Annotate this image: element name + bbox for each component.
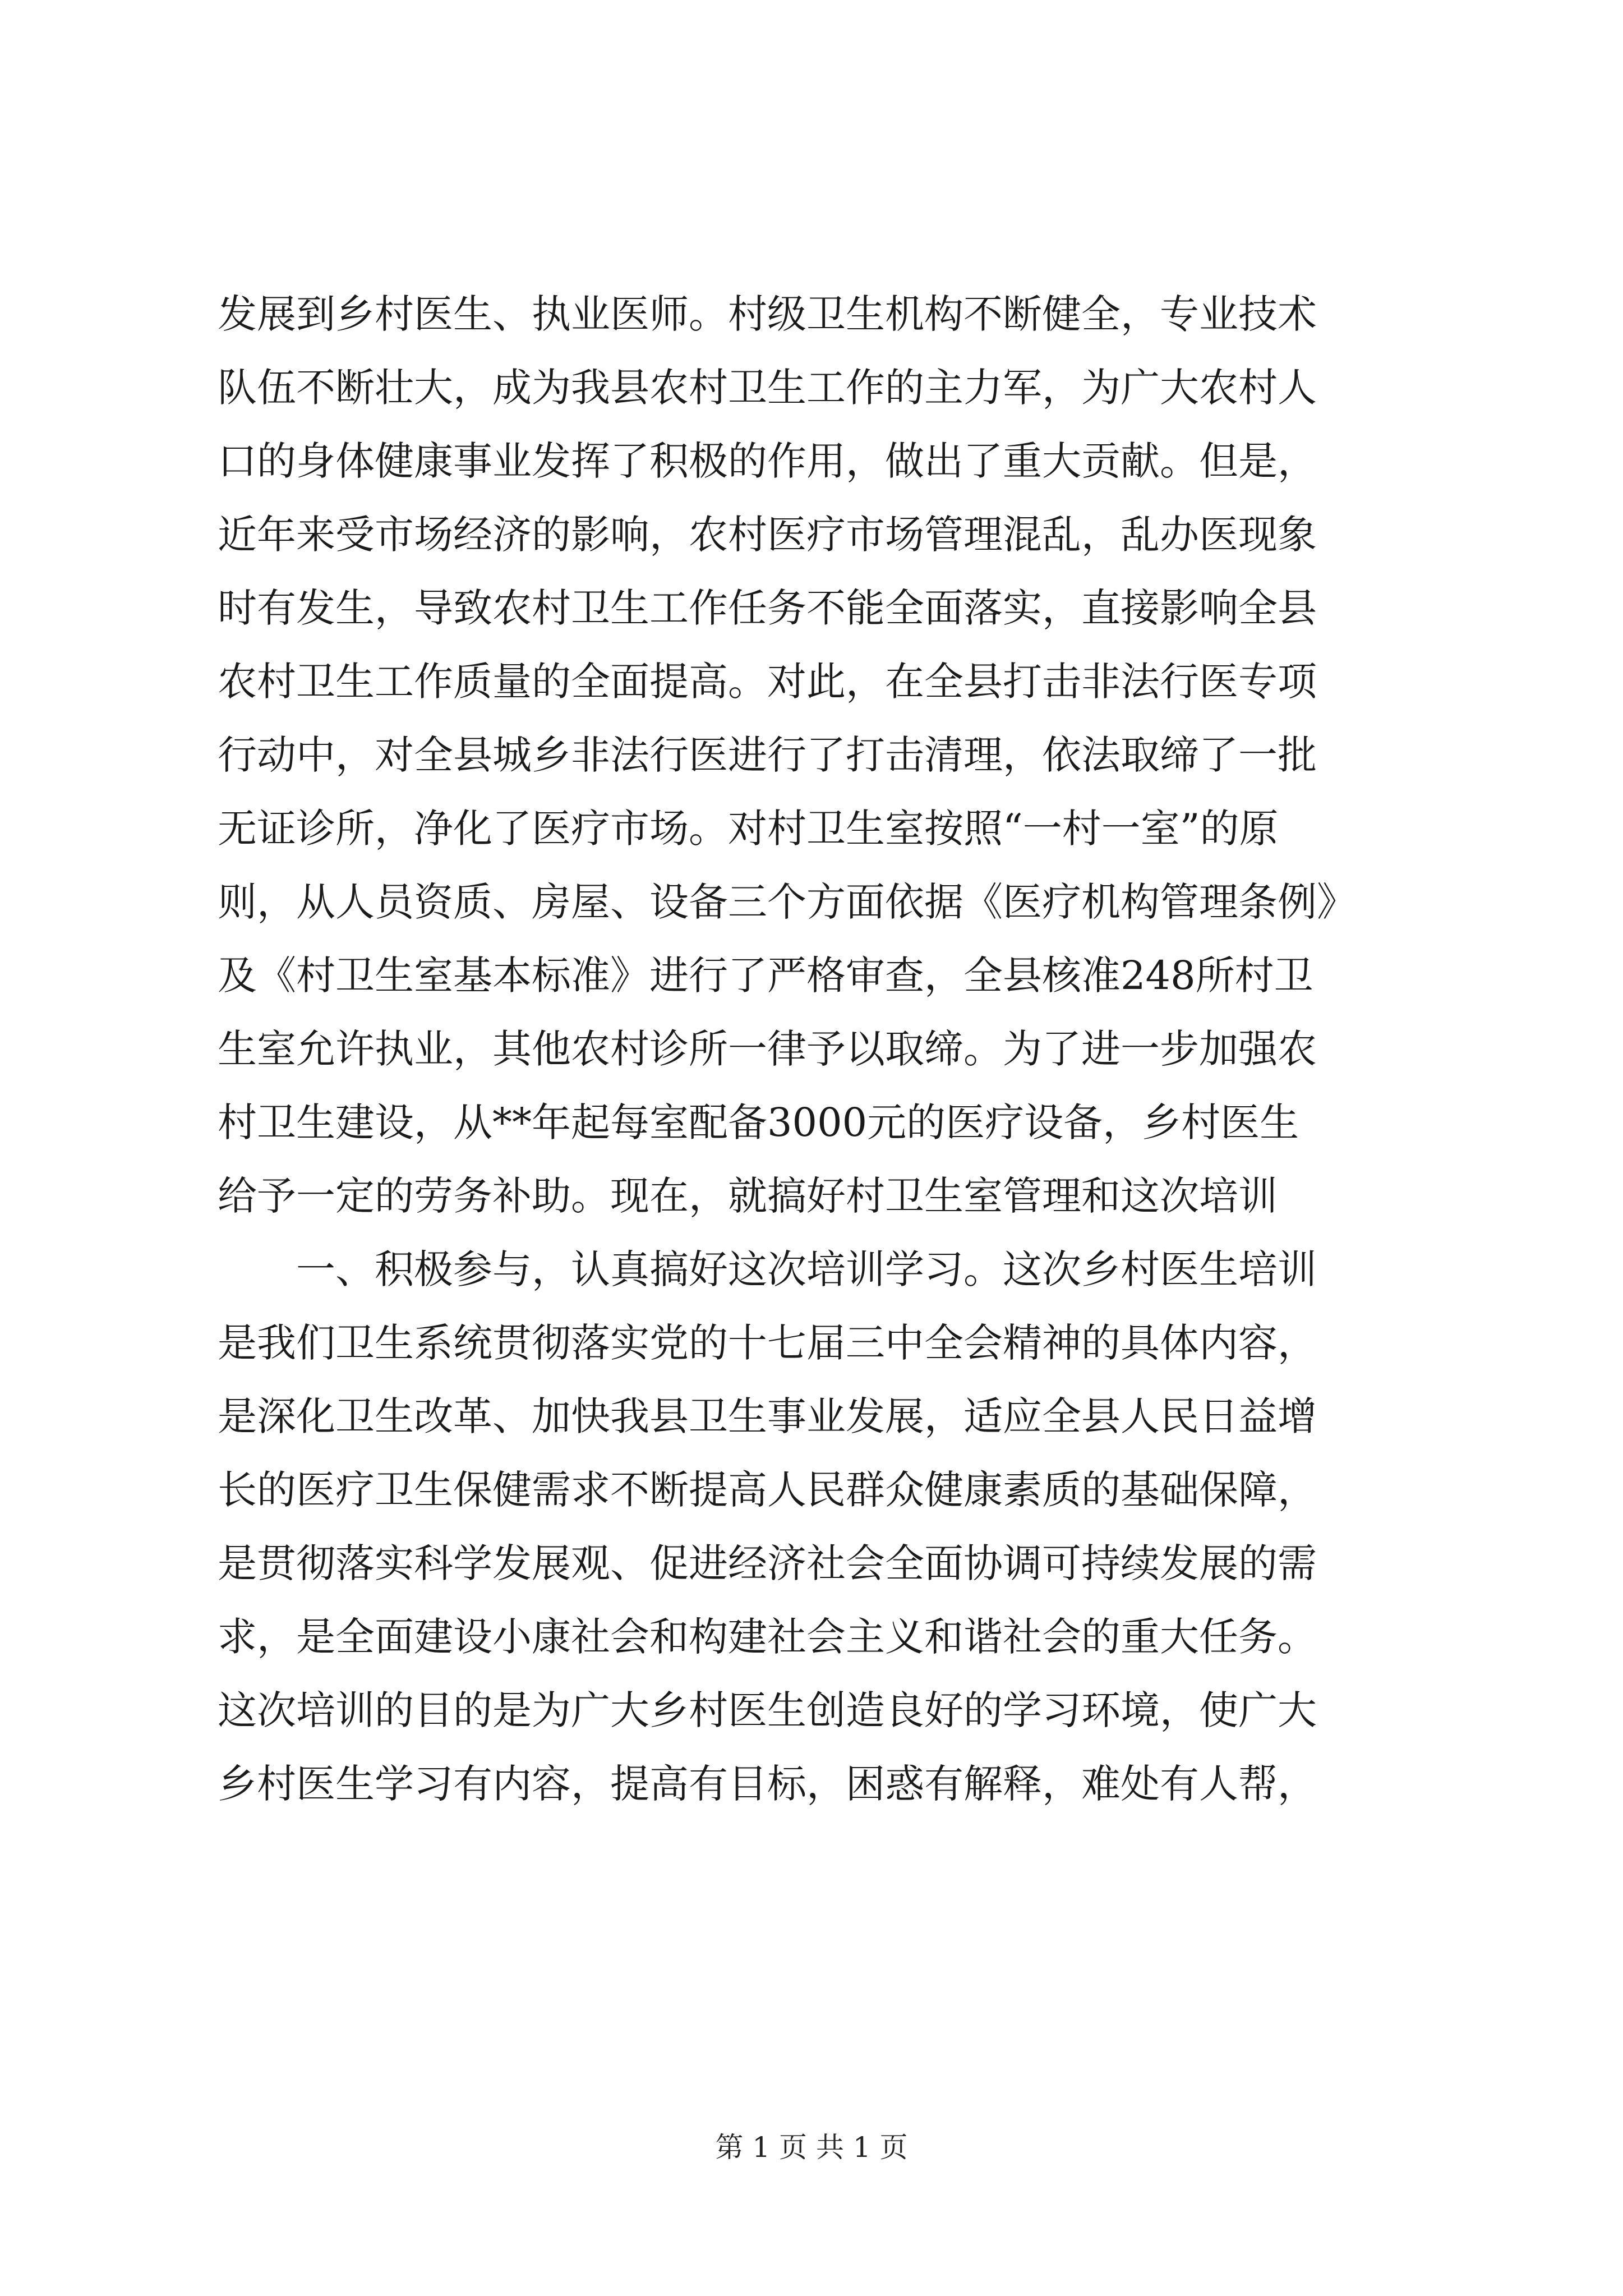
text-line: 近年来受市场经济的影响，农村医疗市场管理混乱，乱办医现象 [218,512,1317,558]
text-line: 是贯彻落实科学发展观、促进经济社会全面协调可持续发展的需 [218,1540,1317,1586]
text-line: 行动中，对全县城乡非法行医进行了打击清理，依法取缔了一批 [218,732,1317,778]
text-line: 这次培训的目的是为广大乡村医生创造良好的学习环境，使广大 [218,1687,1317,1733]
text-line: 是深化卫生改革、加快我县卫生事业发展，适应全县人民日益增 [218,1393,1317,1439]
text-line: 口的身体健康事业发挥了积极的作用，做出了重大贡献。但是， [218,438,1317,484]
text-line: 是我们卫生系统贯彻落实党的十七届三中全会精神的具体内容， [218,1320,1317,1366]
text-line: 无证诊所，净化了医疗市场。对村卫生室按照“一村一室”的原 [218,806,1279,852]
text-line: 队伍不断壮大，成为我县农村卫生工作的主力军，为广大农村人 [218,365,1317,411]
page-footer [0,2131,1623,2164]
text-line: 及《村卫生室基本标准》进行了严格审查，全县核准248所村卫 [218,953,1313,999]
text-line: 求，是全面建设小康社会和构建社会主义和谐社会的重大任务。 [218,1614,1317,1660]
text-line: 农村卫生工作质量的全面提高。对此，在全县打击非法行医专项 [218,659,1317,705]
text-line: 则，从人员资质、房屋、设备三个方面依据《医疗机构管理条例》 [218,879,1356,925]
text-line: 生室允许执业，其他农村诊所一律予以取缔。为了进一步加强农 [218,1026,1317,1072]
text-line: 给予一定的劳务补助。现在，就搞好村卫生室管理和这次培训 [218,1173,1278,1219]
text-line: 长的医疗卫生保健需求不断提高人民群众健康素质的基础保障， [218,1467,1317,1513]
text-line: 乡村医生学习有内容，提高有目标，困惑有解释，难处有人帮， [218,1761,1317,1807]
text-line: 村卫生建设，从**年起每室配备3000元的医疗设备，乡村医生 [218,1099,1299,1145]
text-line: 发展到乡村医生、执业医师。村级卫生机构不断健全，专业技术 [218,291,1317,337]
text-line: 时有发生，导致农村卫生工作任务不能全面落实，直接影响全县 [218,585,1317,631]
section-heading-line: 一、积极参与，认真搞好这次培训学习。这次乡村医生培训 [296,1246,1317,1292]
page-number-label: 第 1 页 共 1 页 [715,2131,908,2164]
